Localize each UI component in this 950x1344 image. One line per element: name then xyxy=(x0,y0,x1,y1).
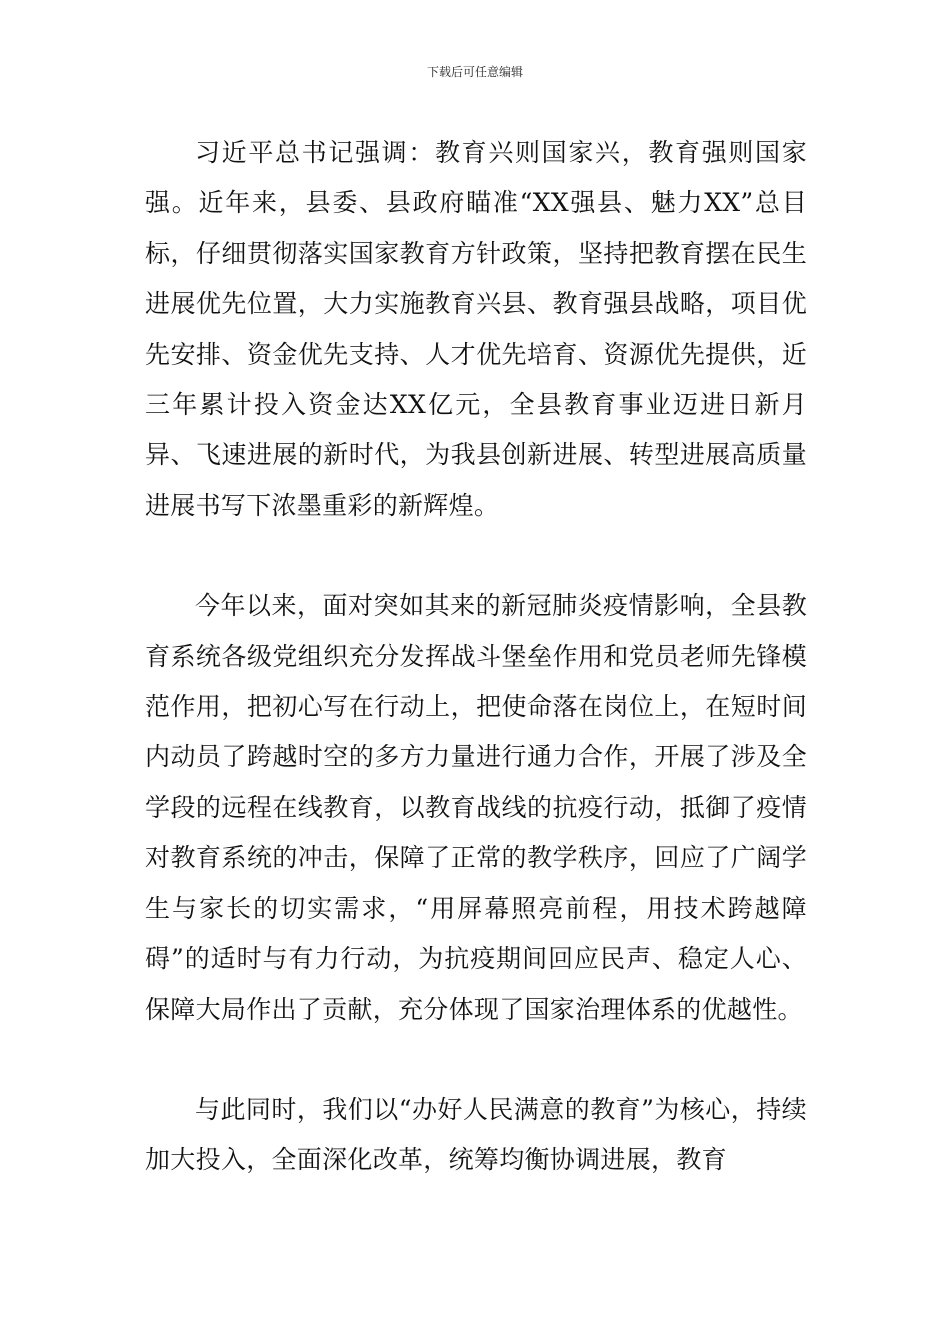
paragraph-1: 习近平总书记强调：教育兴则国家兴，教育强则国家强。近年来，县委、县政府瞄准“XX强县、魅力XX”总目标，仔细贯彻落实国家教育方针政策，坚持把教育摆在民生进展优先位置，大力实施教育兴县、教育强县战略，项目优先安排、资金优先支持、人才优先培育、资源优先提供，近三年累计投入资金达XX亿元，全县教育事业迈进日新月异、飞速进展的新时代，为我县创新进展、转型进展高质量进展书写下浓墨重彩的新辉煌。 xyxy=(145,138,807,520)
page-header-note: 下载后可任意编辑 xyxy=(426,65,523,79)
paragraph-3: 与此同时，我们以“办好人民满意的教育”为核心，持续加大投入，全面深化改革，统筹均衡协调进展，教育 xyxy=(145,1094,807,1175)
document-body xyxy=(145,128,807,1186)
paragraph-2: 今年以来，面对突如其来的新冠肺炎疫情影响，全县教育系统各级党组织充分发挥战斗堡垒作用和党员老师先锋模范作用，把初心写在行动上，把使命落在岗位上，在短时间内动员了跨越时空的多方力量进行通力合作，开展了涉及全学段的远程在线教育，以教育战线的抗疫行动，抵御了疫情对教育系统的冲击，保障了正常的教学秩序，回应了广阔学生与家长的切实需求，“用屏幕照亮前程，用技术跨越障碍”的适时与有力行动，为抗疫期间回应民声、稳定人心、保障大局作出了贡献，充分体现了国家治理体系的优越性。 xyxy=(145,591,807,1024)
